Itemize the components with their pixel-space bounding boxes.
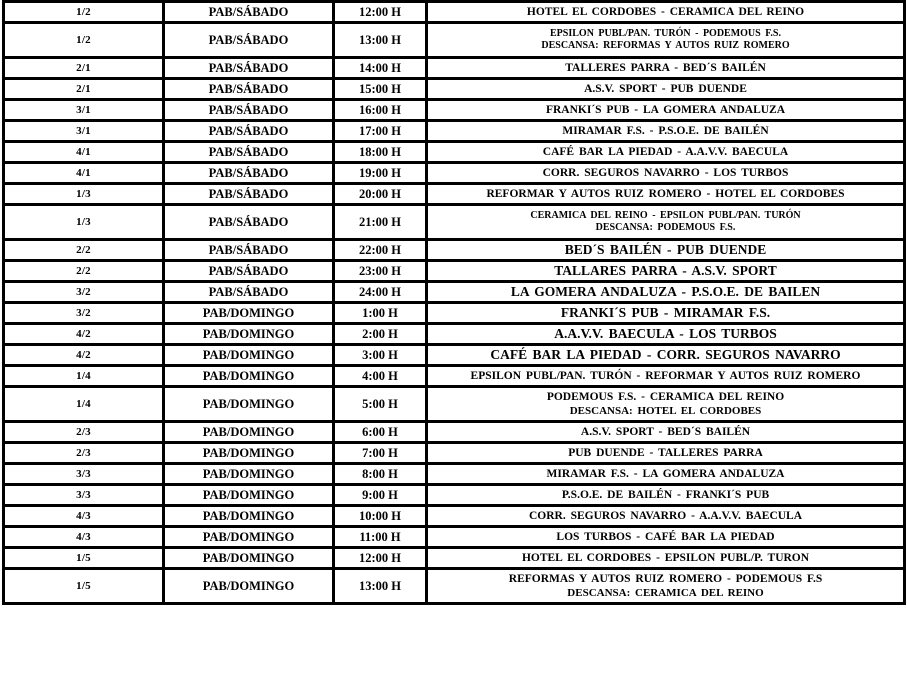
table-row	[4, 303, 905, 324]
venue-day-cell: PAB/SÁBADO	[164, 2, 334, 23]
match-cell	[427, 100, 905, 121]
table-row	[4, 121, 905, 142]
match-text: FRANKI´S PUB - MIRAMAR F.S.	[560, 304, 771, 320]
table-row	[4, 142, 905, 163]
match-text: P.S.O.E. DE BAILÉN - FRANKI´S PUB	[561, 488, 770, 501]
table-row	[4, 240, 905, 261]
rest-note: DESCANSA: HOTEL EL CORDOBES	[569, 404, 762, 417]
venue-day-cell: PAB/DOMINGO	[164, 422, 334, 443]
match-cell	[427, 506, 905, 527]
venue-day-cell: PAB/DOMINGO	[164, 527, 334, 548]
table-row	[4, 23, 905, 58]
time-cell: 21:00 H	[334, 205, 427, 240]
match-text: LOS TURBOS - CAFÉ BAR LA PIEDAD	[556, 530, 775, 543]
time-cell: 3:00 H	[334, 345, 427, 366]
venue-day-cell: PAB/DOMINGO	[164, 345, 334, 366]
match-cell	[427, 485, 905, 506]
time-cell: 15:00 H	[334, 79, 427, 100]
table-row	[4, 100, 905, 121]
fixture-cell: 3/2	[4, 282, 164, 303]
fixture-cell: 4/3	[4, 506, 164, 527]
match-text: EPSILON PUBL/PAN. TURÓN - PODEMOUS F.S.	[550, 27, 781, 39]
match-text: PODEMOUS F.S. - CERAMICA DEL REINO	[546, 391, 785, 404]
match-cell	[427, 548, 905, 569]
match-text: REFORMAS Y AUTOS RUIZ ROMERO - PODEMOUS F.S	[508, 573, 823, 586]
venue-day-cell: PAB/DOMINGO	[164, 485, 334, 506]
fixture-cell: 1/3	[4, 184, 164, 205]
match-cell	[427, 345, 905, 366]
time-cell: 9:00 H	[334, 485, 427, 506]
table-row	[4, 184, 905, 205]
venue-day-cell: PAB/SÁBADO	[164, 58, 334, 79]
fixture-cell: 3/1	[4, 100, 164, 121]
fixture-cell: 4/1	[4, 163, 164, 184]
table-row	[4, 366, 905, 387]
rest-note: DESCANSA: REFORMAS Y AUTOS RUIZ ROMERO	[541, 40, 790, 52]
table-row	[4, 443, 905, 464]
match-cell	[427, 303, 905, 324]
match-cell	[427, 366, 905, 387]
time-cell: 11:00 H	[334, 527, 427, 548]
venue-day-cell: PAB/SÁBADO	[164, 100, 334, 121]
time-cell: 19:00 H	[334, 163, 427, 184]
match-cell	[427, 205, 905, 240]
table-row	[4, 569, 905, 604]
match-cell	[427, 261, 905, 282]
venue-day-cell: PAB/SÁBADO	[164, 121, 334, 142]
venue-day-cell: PAB/DOMINGO	[164, 548, 334, 569]
fixture-cell: 3/3	[4, 485, 164, 506]
venue-day-cell: PAB/DOMINGO	[164, 387, 334, 422]
table-row	[4, 422, 905, 443]
table-row	[4, 324, 905, 345]
match-text: MIRAMAR F.S. - P.S.O.E. DE BAILÉN	[562, 124, 769, 137]
table-row	[4, 387, 905, 422]
time-cell: 24:00 H	[334, 282, 427, 303]
match-cell	[427, 23, 905, 58]
match-text: CORR. SEGUROS NAVARRO - LOS TURBOS	[542, 166, 789, 179]
fixture-cell: 1/5	[4, 548, 164, 569]
fixture-cell: 4/3	[4, 527, 164, 548]
match-text: CAFÉ BAR LA PIEDAD - A.A.V.V. BAECULA	[542, 145, 789, 158]
venue-day-cell: PAB/SÁBADO	[164, 79, 334, 100]
time-cell: 1:00 H	[334, 303, 427, 324]
fixture-cell: 2/2	[4, 240, 164, 261]
fixture-cell: 2/3	[4, 443, 164, 464]
venue-day-cell: PAB/DOMINGO	[164, 324, 334, 345]
table-row	[4, 205, 905, 240]
table-row	[4, 506, 905, 527]
rest-note: DESCANSA: CERAMICA DEL REINO	[567, 586, 764, 599]
table-row	[4, 464, 905, 485]
match-cell	[427, 121, 905, 142]
table-row	[4, 548, 905, 569]
match-text: LA GOMERA ANDALUZA - P.S.O.E. DE BAILEN	[510, 283, 821, 299]
fixture-cell: 2/3	[4, 422, 164, 443]
venue-day-cell: PAB/SÁBADO	[164, 261, 334, 282]
match-cell	[427, 422, 905, 443]
match-cell	[427, 443, 905, 464]
time-cell: 12:00 H	[334, 2, 427, 23]
match-text: TALLARES PARRA - A.S.V. SPORT	[554, 262, 777, 278]
fixture-cell: 3/2	[4, 303, 164, 324]
fixture-cell: 2/2	[4, 261, 164, 282]
match-cell	[427, 240, 905, 261]
match-text: HOTEL EL CORDOBES - CERAMICA DEL REINO	[526, 5, 805, 18]
rest-note: DESCANSA: PODEMOUS F.S.	[595, 222, 736, 234]
time-cell: 12:00 H	[334, 548, 427, 569]
venue-day-cell: PAB/SÁBADO	[164, 240, 334, 261]
time-cell: 6:00 H	[334, 422, 427, 443]
match-text: CAFÉ BAR LA PIEDAD - CORR. SEGUROS NAVARRO	[490, 346, 841, 362]
fixture-cell: 2/1	[4, 79, 164, 100]
time-cell: 22:00 H	[334, 240, 427, 261]
match-cell	[427, 387, 905, 422]
venue-day-cell: PAB/DOMINGO	[164, 366, 334, 387]
venue-day-cell: PAB/SÁBADO	[164, 23, 334, 58]
fixture-cell: 2/1	[4, 58, 164, 79]
time-cell: 16:00 H	[334, 100, 427, 121]
time-cell: 10:00 H	[334, 506, 427, 527]
table-row	[4, 58, 905, 79]
venue-day-cell: PAB/DOMINGO	[164, 303, 334, 324]
match-cell	[427, 2, 905, 23]
schedule-table	[2, 0, 906, 605]
fixture-cell: 1/4	[4, 366, 164, 387]
table-row	[4, 282, 905, 303]
match-cell	[427, 79, 905, 100]
venue-day-cell: PAB/DOMINGO	[164, 443, 334, 464]
venue-day-cell: PAB/SÁBADO	[164, 163, 334, 184]
match-cell	[427, 464, 905, 485]
fixture-cell: 1/5	[4, 569, 164, 604]
time-cell: 13:00 H	[334, 569, 427, 604]
match-cell	[427, 569, 905, 604]
time-cell: 14:00 H	[334, 58, 427, 79]
match-text: EPSILON PUBL/PAN. TURÓN - REFORMAR Y AUTOS RUIZ ROMERO	[470, 369, 861, 382]
table-row	[4, 163, 905, 184]
time-cell: 7:00 H	[334, 443, 427, 464]
fixture-cell: 1/2	[4, 2, 164, 23]
table-row	[4, 485, 905, 506]
venue-day-cell: PAB/SÁBADO	[164, 282, 334, 303]
fixture-cell: 1/4	[4, 387, 164, 422]
venue-day-cell: PAB/DOMINGO	[164, 464, 334, 485]
match-text: A.S.V. SPORT - PUB DUENDE	[584, 82, 747, 95]
match-text: CORR. SEGUROS NAVARRO - A.A.V.V. BAECULA	[528, 509, 803, 522]
time-cell: 5:00 H	[334, 387, 427, 422]
time-cell: 20:00 H	[334, 184, 427, 205]
match-text: BED´S BAILÉN - PUB DUENDE	[564, 241, 767, 257]
time-cell: 8:00 H	[334, 464, 427, 485]
venue-day-cell: PAB/SÁBADO	[164, 184, 334, 205]
table-row	[4, 2, 905, 23]
table-row	[4, 261, 905, 282]
match-text: A.S.V. SPORT - BED´S BAILÉN	[580, 425, 751, 438]
match-cell	[427, 282, 905, 303]
match-text: FRANKI´S PUB - LA GOMERA ANDALUZA	[545, 103, 786, 116]
fixture-cell: 4/2	[4, 324, 164, 345]
fixture-cell: 1/2	[4, 23, 164, 58]
match-text: REFORMAR Y AUTOS RUIZ ROMERO - HOTEL EL CORDOBES	[486, 187, 845, 200]
venue-day-cell: PAB/DOMINGO	[164, 569, 334, 604]
match-cell	[427, 527, 905, 548]
match-text: PUB DUENDE - TALLERES PARRA	[568, 446, 763, 459]
table-row	[4, 527, 905, 548]
fixture-cell: 1/3	[4, 205, 164, 240]
time-cell: 18:00 H	[334, 142, 427, 163]
venue-day-cell: PAB/SÁBADO	[164, 142, 334, 163]
fixture-cell: 3/3	[4, 464, 164, 485]
match-cell	[427, 184, 905, 205]
match-text: MIRAMAR F.S. - LA GOMERA ANDALUZA	[546, 467, 785, 480]
venue-day-cell: PAB/DOMINGO	[164, 506, 334, 527]
fixture-cell: 4/2	[4, 345, 164, 366]
time-cell: 17:00 H	[334, 121, 427, 142]
match-text: CERAMICA DEL REINO - EPSILON PUBL/PAN. TURÓN	[530, 209, 801, 221]
time-cell: 2:00 H	[334, 324, 427, 345]
match-cell	[427, 58, 905, 79]
fixture-cell: 4/1	[4, 142, 164, 163]
match-text: A.A.V.V. BAECULA - LOS TURBOS	[554, 325, 777, 341]
match-cell	[427, 163, 905, 184]
time-cell: 4:00 H	[334, 366, 427, 387]
venue-day-cell: PAB/SÁBADO	[164, 205, 334, 240]
match-cell	[427, 324, 905, 345]
time-cell: 13:00 H	[334, 23, 427, 58]
match-text: TALLERES PARRA - BED´S BAILÉN	[565, 61, 766, 74]
table-row	[4, 79, 905, 100]
fixture-cell: 3/1	[4, 121, 164, 142]
match-text: HOTEL EL CORDOBES - EPSILON PUBL/P. TURON	[521, 551, 810, 564]
match-cell	[427, 142, 905, 163]
time-cell: 23:00 H	[334, 261, 427, 282]
table-row	[4, 345, 905, 366]
